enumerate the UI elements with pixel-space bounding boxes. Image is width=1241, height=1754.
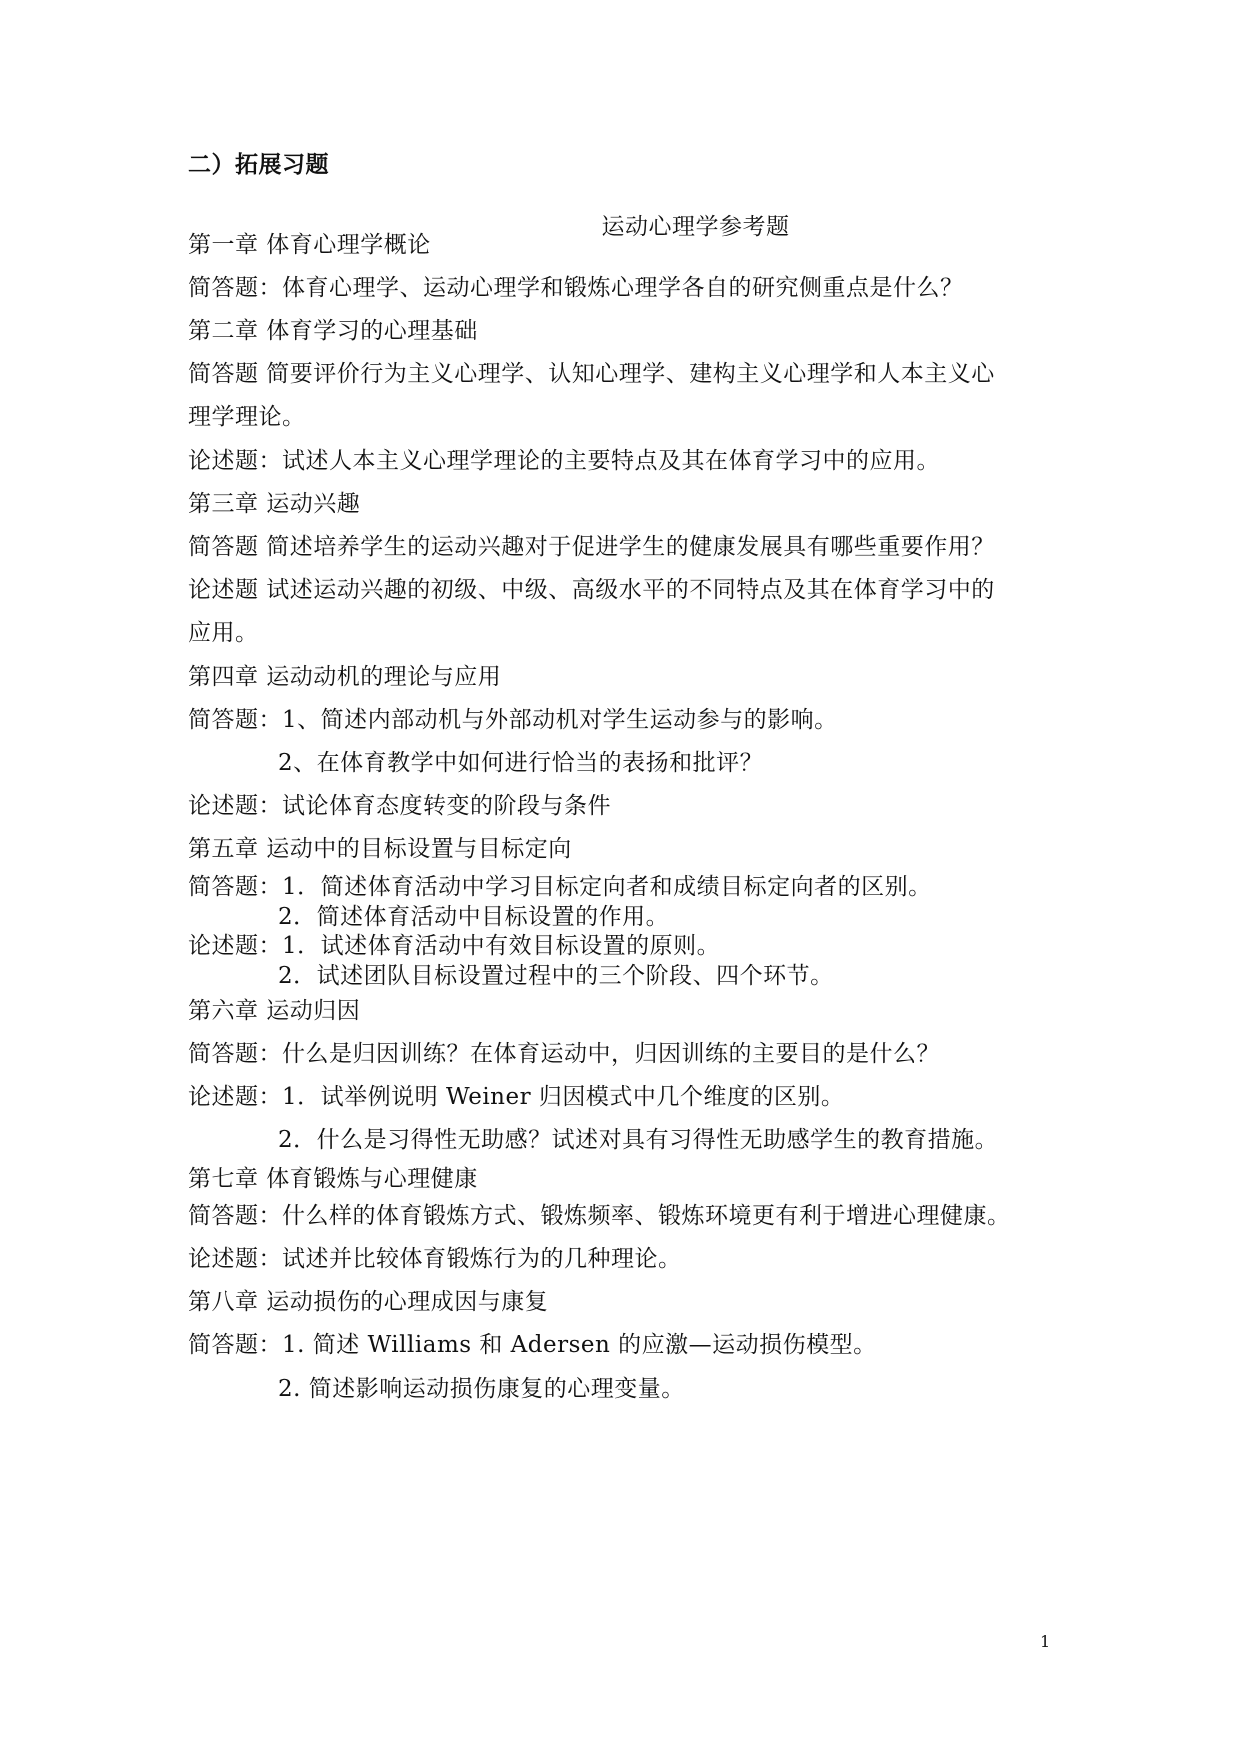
chapter-6-essay-1: 论述题：1．试举例说明 Weiner 归因模式中几个维度的区别。 bbox=[188, 1084, 845, 1110]
chapter-6-short-answer: 简答题：什么是归因训练？在体育运动中，归因训练的主要目的是什么？ bbox=[188, 1041, 940, 1067]
section-heading: 二）拓展习题 bbox=[188, 152, 329, 178]
chapter-7-short-answer: 简答题：什么样的体育锻炼方式、锻炼频率、锻炼环境更有利于增进心理健康。 bbox=[188, 1203, 1011, 1229]
chapter-5-essay-1: 论述题：1．试述体育活动中有效目标设置的原则。 bbox=[188, 933, 721, 959]
chapter-5-short-answer-1: 简答题：1．简述体育活动中学习目标定向者和成绩目标定向者的区别。 bbox=[188, 874, 932, 900]
chapter-4-short-answer-1: 简答题：1、简述内部动机与外部动机对学生运动参与的影响。 bbox=[188, 707, 838, 733]
chapter-4-short-answer-2: 2、在体育教学中如何进行恰当的表扬和批评？ bbox=[278, 750, 764, 776]
chapter-6-title: 第六章 运动归因 bbox=[188, 998, 361, 1024]
chapter-6-essay-2: 2．什么是习得性无助感？试述对具有习得性无助感学生的教育措施。 bbox=[278, 1127, 999, 1153]
chapter-3-essay-cont: 应用。 bbox=[188, 620, 259, 646]
chapter-5-title: 第五章 运动中的目标设置与目标定向 bbox=[188, 836, 572, 862]
chapter-8-short-answer-2: 2. 简述影响运动损伤康复的心理变量。 bbox=[278, 1376, 685, 1402]
chapter-7-title: 第七章 体育锻炼与心理健康 bbox=[188, 1166, 478, 1192]
chapter-7-essay: 论述题：试述并比较体育锻炼行为的几种理论。 bbox=[188, 1246, 682, 1272]
chapter-2-short-answer: 简答题 简要评价行为主义心理学、认知心理学、建构主义心理学和人本主义心 bbox=[188, 361, 995, 387]
chapter-2-title: 第二章 体育学习的心理基础 bbox=[188, 318, 478, 344]
chapter-1-title: 第一章 体育心理学概论 bbox=[188, 232, 431, 258]
chapter-8-title: 第八章 运动损伤的心理成因与康复 bbox=[188, 1289, 549, 1315]
chapter-2-short-answer-cont: 理学理论。 bbox=[188, 404, 306, 430]
document-title: 运动心理学参考题 bbox=[601, 214, 790, 240]
chapter-3-essay: 论述题 试述运动兴趣的初级、中级、高级水平的不同特点及其在体育学习中的 bbox=[188, 577, 995, 603]
page-number: 1 bbox=[1040, 1632, 1051, 1651]
chapter-3-title: 第三章 运动兴趣 bbox=[188, 491, 361, 517]
chapter-1-short-answer: 简答题：体育心理学、运动心理学和锻炼心理学各自的研究侧重点是什么？ bbox=[188, 275, 964, 301]
chapter-3-short-answer: 简答题 简述培养学生的运动兴趣对于促进学生的健康发展具有哪些重要作用？ bbox=[188, 534, 995, 560]
chapter-4-essay: 论述题：试论体育态度转变的阶段与条件 bbox=[188, 793, 611, 819]
chapter-4-title: 第四章 运动动机的理论与应用 bbox=[188, 664, 502, 690]
chapter-5-short-answer-2: 2．简述体育活动中目标设置的作用。 bbox=[278, 904, 670, 930]
chapter-8-short-answer-1: 简答题：1. 简述 Williams 和 Adersen 的应激—运动损伤模型。 bbox=[188, 1332, 877, 1358]
chapter-2-essay: 论述题：试述人本主义心理学理论的主要特点及其在体育学习中的应用。 bbox=[188, 448, 940, 474]
chapter-5-essay-2: 2．试述团队目标设置过程中的三个阶段、四个环节。 bbox=[278, 963, 834, 989]
